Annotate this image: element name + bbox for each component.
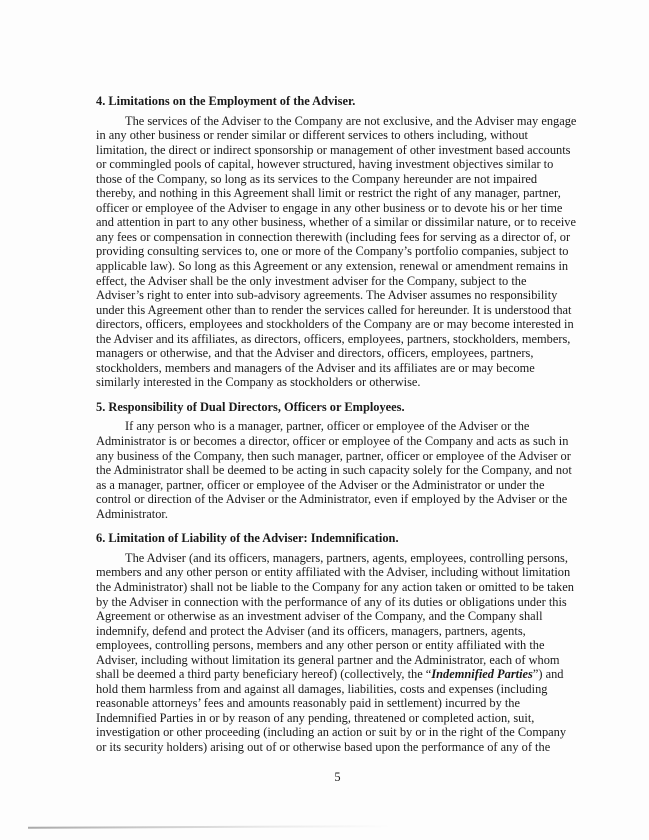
text-line: thereby, and nothing in this Agreement shall limit or restrict the right of any manager, partner, bbox=[96, 186, 561, 201]
text-line: as a manager, partner, officer or employee of the Adviser or the Administrator or under the bbox=[96, 477, 545, 492]
text-line: If any person who is a manager, partner, officer or employee of the Adviser or the bbox=[125, 419, 530, 434]
text-line: the Adviser and its affiliates, as directors, officers, employees, partners, stockholders, members, bbox=[96, 331, 571, 346]
text-line: officer or employee of the Adviser to engage in any other business or to devote his or her time bbox=[96, 200, 563, 215]
text-line: control or direction of the Adviser or the Administrator, even if employed by the Adviser or the bbox=[96, 492, 568, 507]
text-line: The services of the Adviser to the Company are not exclusive, and the Adviser may engage bbox=[125, 113, 577, 128]
scan-artifact-line bbox=[28, 825, 390, 829]
text-line: limitation, the direct or indirect sponsorship or management of other investment based accounts bbox=[96, 142, 571, 157]
text-line: employees, controlling persons, members and any other person or entity affiliated with the bbox=[96, 638, 545, 653]
text-line: by the Adviser in connection with the performance of any of its duties or obligations under this bbox=[96, 594, 567, 609]
text-line: Agreement or otherwise as an investment adviser of the Company, and the Company shall bbox=[96, 609, 543, 624]
text-segment: shall be deemed a third party beneficiary hereof) (collectively, the “ bbox=[96, 667, 432, 682]
text-line: Adviser, including without limitation its general partner and the Administrator, each of whom bbox=[96, 652, 560, 667]
text-line: those of the Company, so long as its services to the Company hereunder are not impaired bbox=[96, 171, 538, 186]
text-line: Adviser’s right to enter into sub-advisory agreements. The Adviser assumes no responsibility bbox=[96, 288, 558, 303]
text-line: investigation or other proceeding (including an action or suit by or in the right of the Company bbox=[96, 725, 567, 740]
emphasized-text: Indemnified Parties bbox=[431, 667, 533, 682]
text-line: similarly interested in the Company as stockholders or otherwise. bbox=[96, 375, 421, 390]
text-line: reasonable attorneys’ fees and amounts reasonably paid in settlement) incurred by the bbox=[96, 696, 520, 711]
text-line: the Administrator shall be deemed to be acting in such capacity solely for the Company, and not bbox=[96, 463, 572, 478]
text-line: Administrator is or becomes a director, officer or employee of the Company and acts as such in bbox=[96, 434, 569, 449]
text-line: Indemnified Parties in or by reason of any pending, threatened or completed action, suit, bbox=[96, 710, 535, 725]
section-heading: 4. Limitations on the Employment of the Adviser. bbox=[96, 94, 356, 108]
text-segment: ”) and bbox=[532, 667, 564, 682]
text-line: The Adviser (and its officers, managers, partners, agents, employees, controlling persons, bbox=[125, 550, 568, 565]
text-line: members and any other person or entity affiliated with the Adviser, including without limitation bbox=[96, 565, 571, 580]
section-heading: 6. Limitation of Liability of the Adviser: Indemnification. bbox=[96, 531, 399, 546]
text-line: and attention in part to any other business, whether of a similar or dissimilar nature, or to receive bbox=[96, 215, 576, 230]
paragraph bbox=[96, 551, 633, 755]
text-line: or its security holders) arising out of or otherwise based upon the performance of any of the bbox=[96, 739, 551, 754]
text-line: stockholders, members and managers of the Adviser and its affiliates are or may become bbox=[96, 360, 535, 375]
text-line: in any other business or render similar or different services to others including, without bbox=[96, 128, 528, 143]
text-line: managers or otherwise, and that the Adviser and directors, officers, employees, partners, bbox=[96, 346, 534, 361]
section-heading: 5. Responsibility of Dual Directors, Officers or Employees. bbox=[96, 399, 405, 414]
text-line: directors, officers, employees and stockholders of the Company are or may become interested in bbox=[96, 317, 574, 332]
text-line: or commingled pools of capital, however structured, having investment objectives similar to bbox=[96, 157, 554, 172]
paragraph bbox=[96, 419, 633, 521]
text-line: hold them harmless from and against all damages, liabilities, costs and expenses (including bbox=[96, 681, 548, 696]
text-line: any business of the Company, then such manager, partner, officer or employee of the Adviser or bbox=[96, 448, 571, 463]
page-number: 5 bbox=[334, 770, 341, 784]
text-line: any fees or compensation in connection therewith (including fees for serving as a director of, or bbox=[96, 229, 571, 244]
paragraph bbox=[96, 114, 633, 390]
text-line: Administrator. bbox=[96, 506, 168, 521]
text-line: indemnify, defend and protect the Adviser (and its officers, managers, partners, agents, bbox=[96, 623, 526, 638]
text-line: the Administrator) shall not be liable to the Company for any action taken or omitted to be taken bbox=[96, 579, 574, 594]
text-line: providing consulting services to, one or more of the Company’s portfolio companies, subject to bbox=[96, 244, 569, 259]
text-line bbox=[96, 667, 633, 682]
text-line: effect, the Adviser shall be the only investment adviser for the Company, subject to the bbox=[96, 273, 527, 288]
document-content bbox=[96, 94, 633, 755]
text-line: applicable law). So long as this Agreement or any extension, renewal or amendment remains in bbox=[96, 259, 569, 274]
text-line: under this Agreement other than to render the services called for hereunder. It is understood that bbox=[96, 302, 572, 317]
